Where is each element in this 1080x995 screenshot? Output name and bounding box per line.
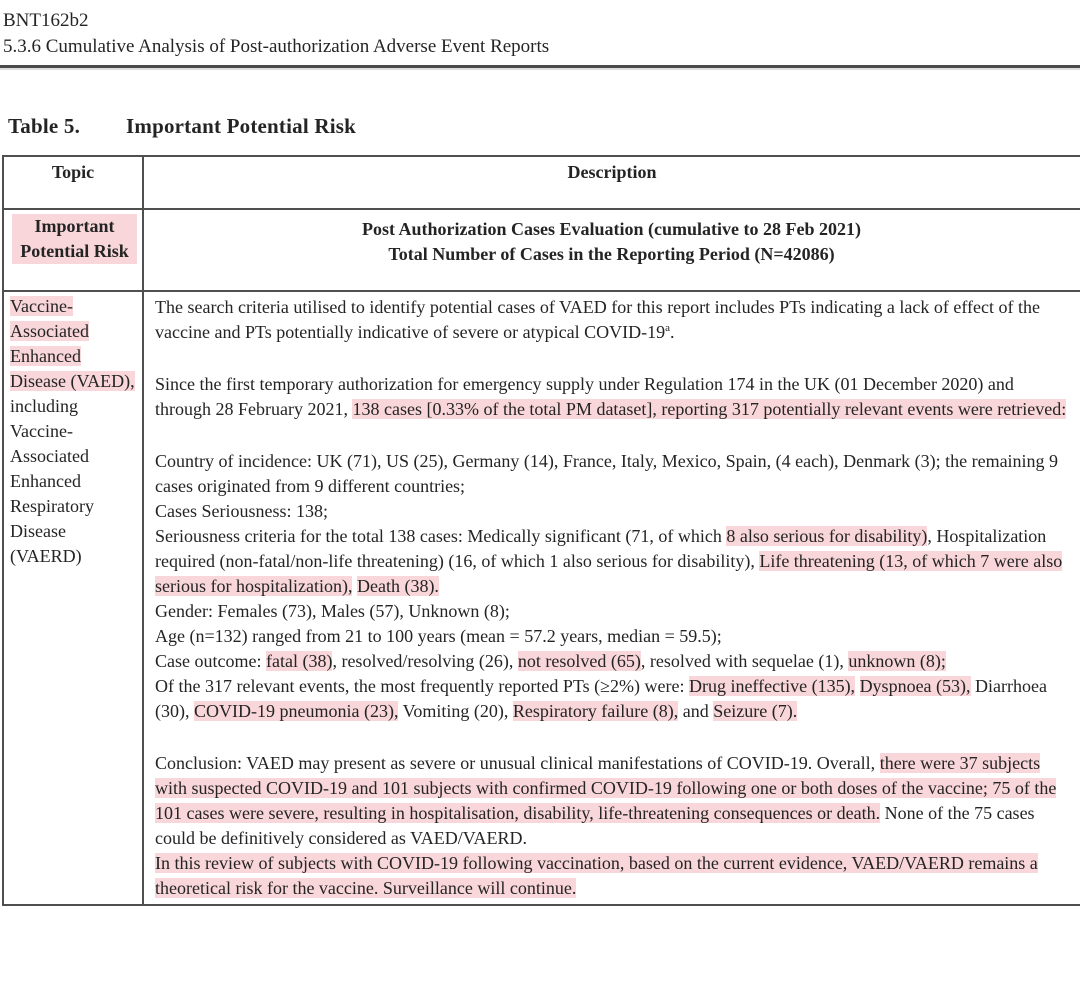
description-paragraph: Country of incidence: UK (71), US (25), Germany (14), France, Italy, Mexico, Spain, (4 each), Denmark (3); the remaining 9 cases originated from 9 different countries; bbox=[155, 451, 1059, 496]
summary-description-line1: Post Authorization Cases Evaluation (cumulative to 28 Feb 2021) bbox=[362, 219, 861, 239]
description-paragraph: Conclusion: VAED may present as severe or unusual clinical manifestations of COVID-19. Overall, there were 37 subjects with suspected COVID-19 and 101 subjects with confirmed COVID-19 following one or both doses of the vaccine; 75 of the 101 cases were severe, resulting in hospitalisation, disability, life-threatening consequences or death. None of the 75 cases could be definitively considered as VAED/VAERD. bbox=[155, 753, 1057, 848]
paragraph-spacer bbox=[155, 345, 1068, 372]
document-header bbox=[0, 8, 1080, 60]
table-caption bbox=[8, 114, 1080, 139]
description-paragraph: Seriousness criteria for the total 138 cases: Medically significant (71, of which 8 also serious for disability), Hospitalization required (non-fatal/non-life threatening) (16, of which 1 also serious for disability), Life threatening (13, of which 7 were also serious for hospitalization), Death (38). bbox=[155, 526, 1063, 596]
important-potential-risk-table bbox=[2, 155, 1080, 906]
summary-topic-cell bbox=[3, 209, 143, 291]
description-paragraph: Cases Seriousness: 138; bbox=[155, 501, 328, 521]
description-paragraph: Gender: Females (73), Males (57), Unknown (8); bbox=[155, 601, 510, 621]
summary-description-text bbox=[155, 213, 1068, 287]
description-paragraph: Since the first temporary authorization for emergency supply under Regulation 174 in the UK (01 December 2020) and through 28 February 2021, 138 cases [0.33% of the total PM dataset], reporting 317 potentially relevant events were retrieved: bbox=[155, 374, 1067, 419]
summary-topic-text-wrap bbox=[10, 212, 139, 266]
description-paragraph: Case outcome: fatal (38), resolved/resolving (26), not resolved (65), resolved with sequelae (1), unknown (8); bbox=[155, 651, 946, 671]
doc-header-line2: 5.3.6 Cumulative Analysis of Post-authorization Adverse Event Reports bbox=[3, 36, 550, 57]
column-header-topic: Topic bbox=[3, 156, 143, 209]
description-paragraph: Age (n=132) ranged from 21 to 100 years (mean = 57.2 years, median = 59.5); bbox=[155, 626, 722, 646]
table-caption-title: Important Potential Risk bbox=[126, 114, 356, 138]
header-divider-rule bbox=[0, 65, 1080, 70]
table-header-row bbox=[3, 156, 1080, 209]
description-paragraph: Of the 317 relevant events, the most frequently reported PTs (≥2%) were: Drug ineffective (135), Dyspnoea (53), Diarrhoea (30), COVID-19 pneumonia (23), Vomiting (20), Respiratory failure (8), and Seizure (7). bbox=[155, 676, 1048, 721]
vaed-description-cell bbox=[143, 291, 1080, 905]
vaed-topic-cell: Vaccine-Associated Enhanced Disease (VAED), including Vaccine-Associated Enhanced Respiratory Disease (VAERD) bbox=[3, 291, 143, 905]
summary-description-line2: Total Number of Cases in the Reporting Period (N=42086) bbox=[388, 244, 835, 264]
summary-row bbox=[3, 209, 1080, 291]
paragraph-spacer bbox=[155, 724, 1068, 751]
description-paragraph: In this review of subjects with COVID-19 following vaccination, based on the current evidence, VAED/VAERD remains a theoretical risk for the vaccine. Surveillance will continue. bbox=[155, 853, 1038, 898]
description-paragraph: The search criteria utilised to identify potential cases of VAED for this report includes PTs indicating a lack of effect of the vaccine and PTs potentially indicative of severe or atypical COVID-19$^a$. bbox=[155, 297, 1040, 342]
table-caption-label: Table 5. bbox=[8, 114, 81, 138]
doc-header-line1: BNT162b2 bbox=[3, 10, 89, 31]
paragraph-spacer bbox=[155, 422, 1068, 449]
column-header-description: Description bbox=[143, 156, 1080, 209]
summary-topic-highlighted-text: Important Potential Risk bbox=[12, 214, 137, 264]
summary-description-cell bbox=[143, 209, 1080, 291]
vaed-row bbox=[3, 291, 1080, 905]
